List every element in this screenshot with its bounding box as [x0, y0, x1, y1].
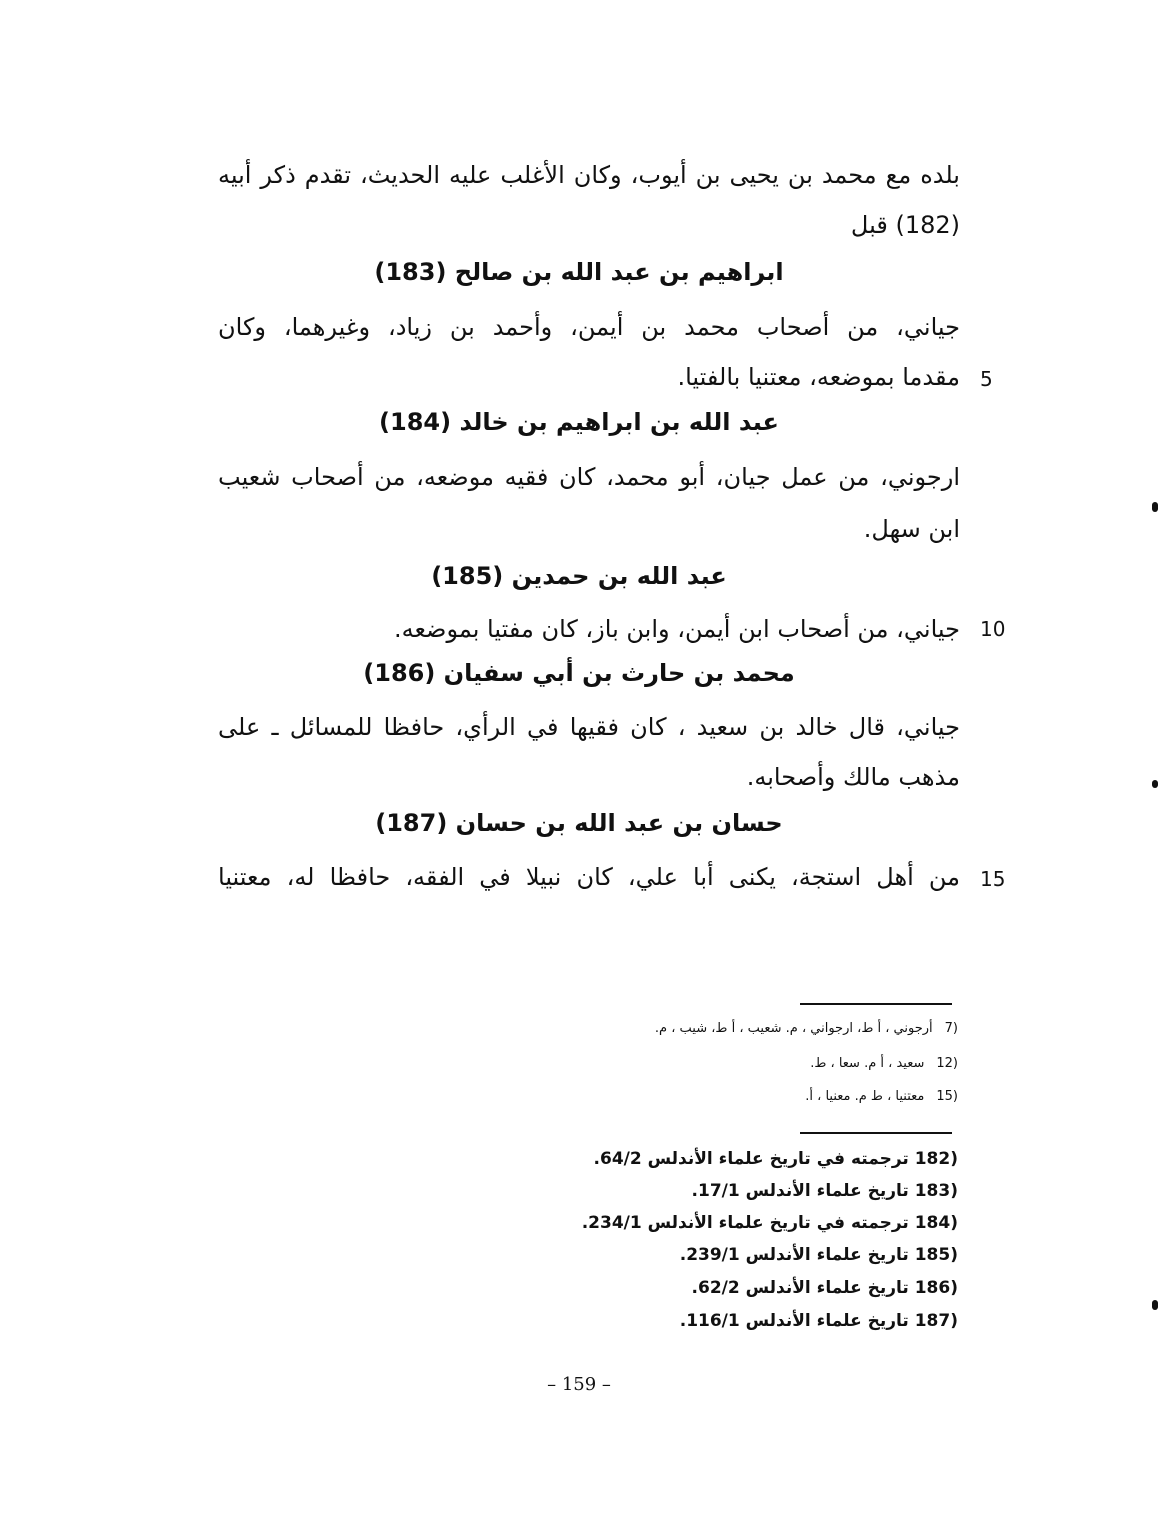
text-line: مذهب مالك وأصحابه.: [746, 763, 960, 791]
scan-speck: [1152, 1300, 1158, 1310]
footnote-reference: (183 تاريخ علماء الأندلس 17/1.: [691, 1181, 958, 1201]
scan-speck: [1152, 502, 1158, 512]
text-line: ابن سهل.: [863, 515, 960, 543]
text-line: بلده مع محمد بن يحيى بن أيوب، وكان الأغلب عليه الحديث، تقدم ذكر أبيه: [218, 161, 960, 189]
footnote-reference: (185 تاريخ علماء الأندلس 239/1.: [679, 1245, 958, 1265]
scan-speck: [1152, 780, 1158, 788]
apparatus-divider: [800, 1003, 952, 1005]
line-number: 15: [980, 867, 1006, 891]
text-line: جياني، من أصحاب ابن أيمن، وابن باز، كان مفتيا بموضعه.: [393, 615, 960, 643]
variant-text: أرجوني ، أ ط، ارجواني ، م. شعيب ، أ ط، شيب ، م.: [654, 1021, 933, 1036]
text-line: (182) قبل: [850, 211, 960, 239]
variant-number: (15: [936, 1089, 958, 1104]
line-number: 5: [980, 367, 993, 391]
entry-heading: حسان بن عبد الله بن حسان (187): [375, 809, 783, 837]
variant-text: معتنيا ، ط م. معنيا ، أ.: [805, 1089, 925, 1104]
variant-number: (12: [936, 1056, 958, 1071]
entry-heading: محمد بن حارث بن أبي سفيان (186): [363, 659, 795, 687]
footnote-reference: (184 ترجمته في تاريخ علماء الأندلس 234/1.: [581, 1213, 958, 1233]
footnote-reference: (186 تاريخ علماء الأندلس 62/2.: [691, 1278, 958, 1298]
variant-note: [810, 1055, 958, 1073]
variant-note: [805, 1088, 958, 1106]
page-number: – 159 –: [547, 1374, 611, 1395]
text-line: جياني، قال خالد بن سعيد ، كان فقيها في الرأي، حافظا للمسائل ـ على: [218, 713, 960, 741]
entry-heading: عبد الله بن حمدين (185): [431, 562, 727, 590]
entry-heading: ابراهيم بن عبد الله بن صالح (183): [374, 258, 784, 286]
variant-note: [655, 1020, 958, 1038]
line-number: 10: [980, 617, 1006, 641]
variant-text: سعيد ، أ م. سعا ، ط.: [810, 1056, 925, 1071]
text-line: ارجوني، من عمل جيان، أبو محمد، كان فقيه موضعه، من أصحاب شعيب: [218, 463, 960, 491]
variant-number: (7: [944, 1021, 958, 1036]
footnote-reference: (182 ترجمته في تاريخ علماء الأندلس 64/2.: [593, 1149, 958, 1169]
text-line: من أهل استجة، يكنى أبا علي، كان نبيلا في الفقه، حافظا له، معتنيا: [218, 863, 960, 891]
text-line: مقدما بموضعه، معتنيا بالفتيا.: [677, 363, 960, 391]
footnote-divider: [800, 1132, 952, 1134]
footnote-reference: (187 تاريخ علماء الأندلس 116/1.: [679, 1311, 958, 1331]
entry-heading: عبد الله بن ابراهيم بن خالد (184): [379, 408, 779, 436]
text-line: جياني، من أصحاب محمد بن أيمن، وأحمد بن زياد، وغيرهما، وكان: [218, 313, 960, 341]
